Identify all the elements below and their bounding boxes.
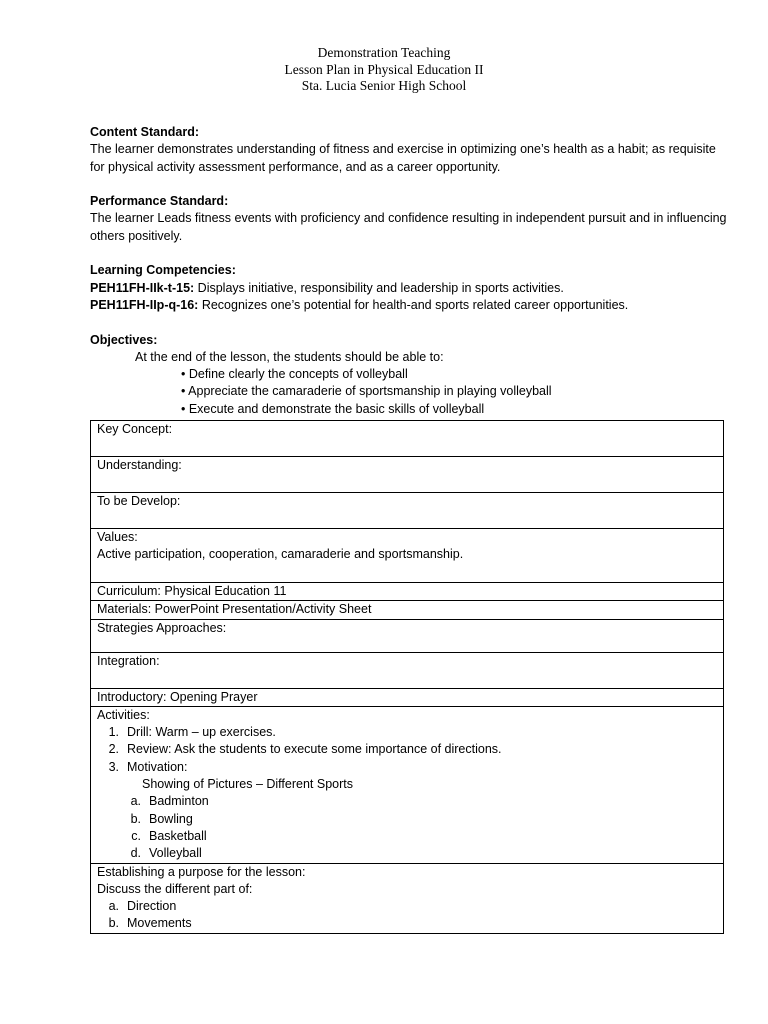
list-item (97, 898, 717, 915)
table-row (91, 652, 724, 688)
competency-code: PEH11FH-IIp-q-16: (90, 297, 199, 312)
materials-cell: Materials: PowerPoint Presentation/Activity Sheet (91, 601, 724, 619)
to-be-develop-cell: To be Develop: (91, 493, 724, 529)
values-cell (91, 529, 724, 583)
understanding-cell: Understanding: (91, 457, 724, 493)
purpose-label: Establishing a purpose for the lesson: (97, 864, 306, 879)
table-row (91, 688, 724, 706)
list-text: Bowling (149, 811, 193, 826)
competency-item (90, 297, 730, 314)
list-item (97, 915, 717, 932)
table-row (91, 493, 724, 529)
list-letter: a. (108, 899, 119, 914)
list-text: Drill: Warm – up exercises. (127, 725, 276, 740)
competencies-heading: Learning Competencies: (90, 263, 236, 278)
performance-standard-section (90, 193, 730, 245)
content-standard-heading: Content Standard: (90, 125, 200, 139)
competency-text: Displays initiative, responsibility and leadership in sports activities. (194, 280, 564, 295)
list-letter: c. (131, 828, 141, 843)
competency-text: Recognizes one’s potential for health-and sports related career opportunities. (198, 297, 629, 312)
list-item (97, 828, 717, 845)
header-title: Demonstration Teaching (317, 45, 451, 60)
list-item (97, 811, 717, 828)
objectives-section (90, 332, 730, 418)
competencies-section (90, 262, 730, 314)
list-text: Review: Ask the students to execute some importance of directions. (127, 742, 502, 757)
list-item (97, 793, 717, 810)
list-number: 2. (108, 742, 119, 757)
objective-bullet: • Appreciate the camaraderie of sportsmanship in playing volleyball (181, 384, 552, 399)
lesson-plan-table (90, 420, 724, 934)
document-header (0, 45, 768, 95)
values-text: Active participation, cooperation, camaraderie and sportsmanship. (97, 547, 464, 562)
list-number: 3. (108, 759, 119, 774)
list-text: Badminton (149, 794, 209, 809)
strategies-cell: Strategies Approaches: (91, 619, 724, 652)
introductory-cell: Introductory: Opening Prayer (91, 688, 724, 706)
table-row (91, 457, 724, 493)
table-row (91, 706, 724, 863)
header-subject: Lesson Plan in Physical Education II (284, 61, 484, 77)
objectives-heading: Objectives: (90, 332, 158, 347)
header-school: Sta. Lucia Senior High School (301, 78, 467, 93)
list-item (97, 741, 717, 758)
table-row (91, 583, 724, 601)
list-text: Volleyball (149, 846, 202, 861)
activities-label: Activities: (97, 707, 150, 722)
activities-cell (91, 706, 724, 863)
competency-code: PEH11FH-IIk-t-15: (90, 280, 195, 295)
list-item (97, 724, 717, 741)
list-letter: b. (108, 916, 119, 931)
values-label: Values: (97, 530, 138, 544)
objectives-intro: At the end of the lesson, the students should be able to: (135, 349, 444, 364)
objective-bullet: • Execute and demonstrate the basic skills of volleyball (181, 401, 485, 416)
table-row (91, 421, 724, 457)
document-body (90, 124, 730, 418)
motivation-detail: Showing of Pictures – Different Sports (142, 777, 353, 792)
integration-cell: Integration: (91, 652, 724, 688)
table-row (91, 619, 724, 652)
key-concept-cell: Key Concept: (91, 421, 724, 457)
table-row (91, 529, 724, 583)
list-item (97, 759, 717, 776)
objective-bullet: • Define clearly the concepts of volleyball (181, 367, 408, 382)
list-letter: d. (130, 846, 141, 861)
list-text: Movements (127, 916, 192, 931)
list-letter: b. (130, 811, 141, 826)
table-row (91, 863, 724, 933)
list-number: 1. (108, 725, 119, 740)
table-row (91, 601, 724, 619)
competency-item (90, 280, 730, 297)
content-standard-text: The learner demonstrates understanding of fitness and exercise in optimizing one’s health as a habit; as requisite for physical activity assessment performance, and as a career opportunity. (90, 142, 716, 174)
purpose-cell (91, 863, 724, 933)
list-text: Basketball (149, 828, 207, 843)
purpose-discuss: Discuss the different part of: (97, 881, 253, 896)
performance-standard-text: The learner Leads fitness events with proficiency and confidence resulting in independent pursuit and in influencing others positively. (90, 211, 727, 243)
content-standard-section (90, 124, 730, 176)
list-item (97, 845, 717, 862)
list-text: Motivation: (127, 759, 188, 774)
curriculum-cell: Curriculum: Physical Education 11 (91, 583, 724, 601)
list-text: Direction (127, 899, 177, 914)
list-letter: a. (130, 794, 141, 809)
performance-standard-heading: Performance Standard: (90, 194, 229, 209)
